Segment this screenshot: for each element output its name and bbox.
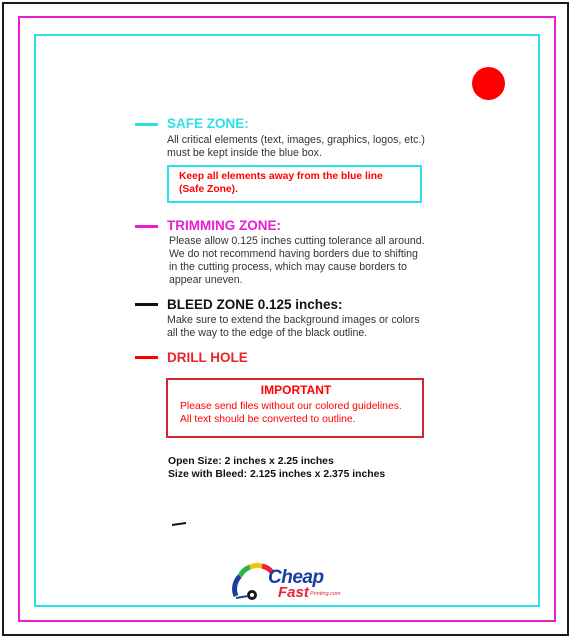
safe-zone-note-line: (Safe Zone). xyxy=(179,183,238,195)
bleed-zone-description xyxy=(167,314,420,340)
safe-zone-heading: SAFE ZONE: xyxy=(167,116,249,131)
logo-word-printing: Printing.com xyxy=(310,591,341,597)
important-box xyxy=(166,378,424,438)
safe-zone-note-box xyxy=(167,165,422,203)
important-line: Please send files without our colored guidelines. xyxy=(180,401,402,412)
trimming-zone-description xyxy=(169,235,425,287)
bleed-zone-line: Make sure to extend the background images or colors xyxy=(167,314,420,326)
bleed-zone-line: all the way to the edge of the black outline. xyxy=(167,327,368,339)
drill-hole-marker xyxy=(472,67,505,100)
safe-zone-line: All critical elements (text, images, graphics, logos, etc.) xyxy=(167,134,425,146)
safe-zone-note-line: Keep all elements away from the blue line xyxy=(179,171,383,182)
drill-hole-heading: DRILL HOLE xyxy=(167,350,248,365)
safe-zone-description xyxy=(167,134,425,160)
logo-word-cheap: Cheap xyxy=(268,567,324,588)
important-title: IMPORTANT xyxy=(260,383,332,397)
bleed-zone-heading: BLEED ZONE 0.125 inches: xyxy=(167,297,343,312)
cheapfastprinting-logo xyxy=(226,556,356,604)
trimming-zone-legend-dash xyxy=(135,225,158,228)
size-with-bleed: Size with Bleed: 2.125 inches x 2.375 inches xyxy=(168,469,386,480)
trimming-zone-line: Please allow 0.125 inches cutting tolerance all around. xyxy=(169,235,425,247)
open-size: Open Size: 2 inches x 2.25 inches xyxy=(168,456,334,467)
size-info xyxy=(168,455,385,481)
safe-zone-line: must be kept inside the blue box. xyxy=(167,147,322,159)
drill-hole-legend-dash xyxy=(135,356,158,359)
trimming-zone-line: We do not recommend having borders due to shifting xyxy=(169,248,418,260)
trimming-zone-heading: TRIMMING ZONE: xyxy=(167,218,281,233)
safe-zone-legend-dash xyxy=(135,123,158,126)
trimming-zone-line: appear uneven. xyxy=(169,274,243,286)
logo-word-fast: Fast xyxy=(278,584,309,601)
important-line: All text should be converted to outline. xyxy=(180,414,356,425)
trimming-zone-line: in the cutting process, which may cause borders to xyxy=(169,261,407,273)
bleed-zone-legend-dash xyxy=(135,303,158,306)
